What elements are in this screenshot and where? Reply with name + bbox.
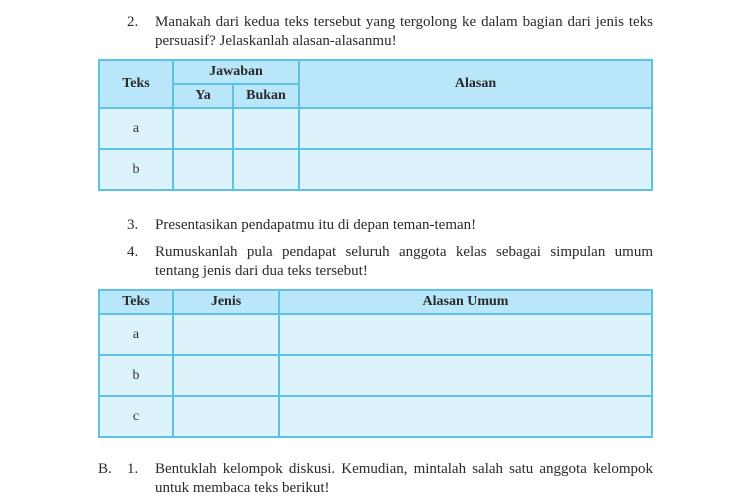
answer-cell-ya[interactable] (173, 149, 233, 190)
header-ya: Ya (173, 84, 233, 108)
row-label: b (99, 149, 173, 190)
header-alasan-umum: Alasan Umum (279, 290, 652, 314)
table-row (99, 355, 652, 396)
answer-table-persuasive (98, 59, 653, 191)
question-number: 1. (127, 461, 139, 477)
question-number: 2. (127, 14, 139, 30)
header-jawaban: Jawaban (173, 60, 299, 84)
conclusion-table (98, 289, 653, 438)
question-text: Bentuklah kelompok diskusi. Kemudian, mintalah salah satu anggota kelompok untuk membaca teks berikut! (155, 461, 653, 496)
answer-cell-bukan[interactable] (233, 108, 299, 149)
question-number: 3. (127, 217, 139, 233)
answer-cell-ya[interactable] (173, 108, 233, 149)
table-row (99, 314, 652, 355)
row-label: a (99, 314, 173, 355)
table-row (99, 108, 652, 149)
row-label: b (99, 355, 173, 396)
table-row (99, 396, 652, 437)
table-row (99, 149, 652, 190)
answer-cell-jenis[interactable] (173, 314, 279, 355)
answer-cell-alasan[interactable] (299, 149, 652, 190)
answer-cell-alasan-umum[interactable] (279, 396, 652, 437)
header-jenis: Jenis (173, 290, 279, 314)
question-3 (127, 216, 653, 236)
section-b-item-1 (98, 460, 653, 500)
answer-cell-alasan[interactable] (299, 108, 652, 149)
header-alasan: Alasan (299, 60, 652, 108)
header-bukan: Bukan (233, 84, 299, 108)
question-4 (127, 243, 653, 283)
question-number: 4. (127, 244, 139, 260)
section-letter: B. (98, 461, 112, 477)
header-teks: Teks (99, 60, 173, 108)
answer-cell-alasan-umum[interactable] (279, 314, 652, 355)
answer-cell-alasan-umum[interactable] (279, 355, 652, 396)
question-text: Manakah dari kedua teks tersebut yang tergolong ke dalam bagian dari jenis teks persuasif? Jelaskanlah alasan-alasanmu! (155, 14, 653, 49)
answer-cell-jenis[interactable] (173, 396, 279, 437)
question-text: Rumuskanlah pula pendapat seluruh anggota kelas sebagai simpulan umum tentang jenis dari dua teks tersebut! (155, 244, 653, 279)
answer-cell-bukan[interactable] (233, 149, 299, 190)
question-text: Presentasikan pendapatmu itu di depan teman-teman! (155, 217, 477, 233)
header-teks: Teks (99, 290, 173, 314)
question-2 (127, 13, 653, 53)
row-label: a (99, 108, 173, 149)
row-label: c (99, 396, 173, 437)
answer-cell-jenis[interactable] (173, 355, 279, 396)
